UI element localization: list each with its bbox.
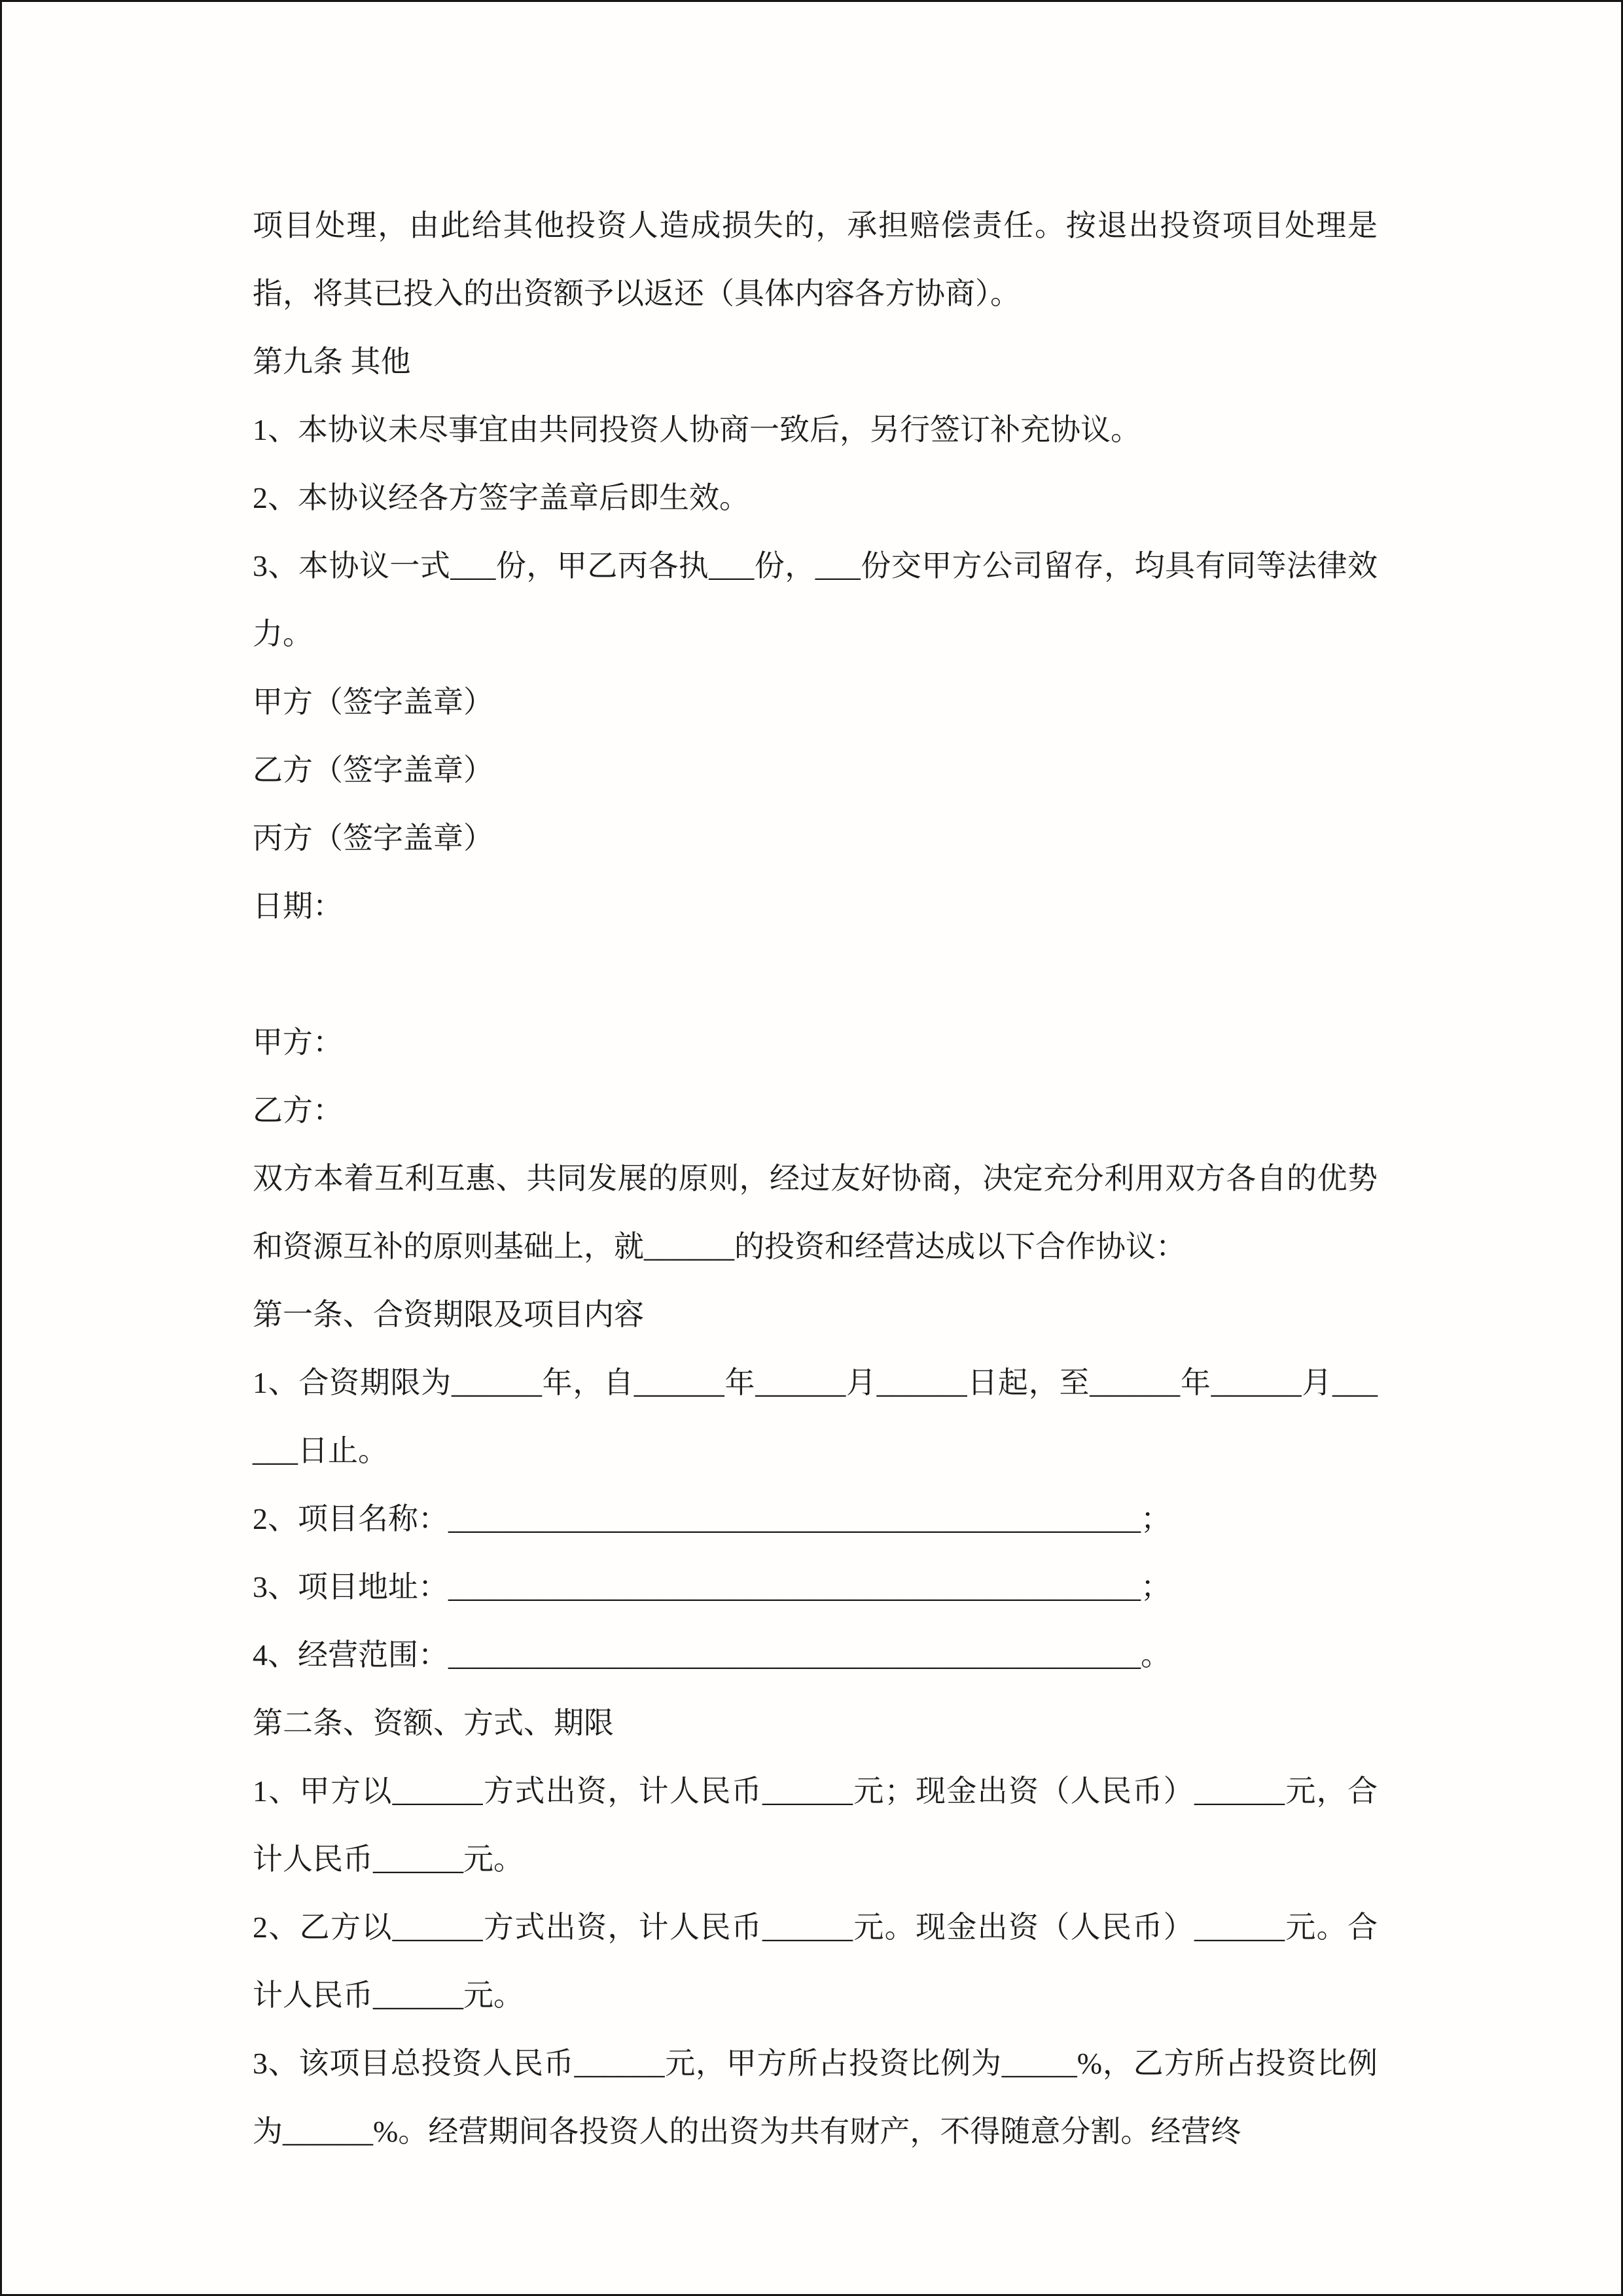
doc-paragraph: 3、本协议一式___份，甲乙丙各执___份，___份交甲方公司留存，均具有同等法律效力。 (253, 549, 1378, 651)
doc-paragraph: 3、该项目总投资人民币______元，甲方所占投资比例为_____%，乙方所占投资比例为______%。经营期间各投资人的出资为共有财产，不得随意分割。经营终 (253, 2047, 1378, 2148)
doc-paragraph: 1、本协议未尽事宜由共同投资人协商一致后，另行签订补充协议。 (253, 413, 1141, 446)
section-heading: 第九条 其他 (253, 345, 411, 378)
party-line: 甲方： (253, 1026, 343, 1059)
blank-line (253, 941, 1378, 1009)
doc-paragraph: 2、乙方以______方式出资，计人民币______元。现金出资（人民币）______元。合计人民币______元。 (253, 1910, 1378, 2012)
doc-paragraph: 4、经营范围：______________________________________________。 (253, 1638, 1171, 1672)
signature-line: 甲方（签字盖章） (253, 685, 493, 719)
doc-paragraph: 项目处理，由此给其他投资人造成损失的，承担赔偿责任。按退出投资项目处理是指，将其已投入的出资额予以返还（具体内容各方协商）。 (253, 209, 1378, 310)
doc-paragraph: 1、甲方以______方式出资，计人民币______元；现金出资（人民币）______元，合计人民币______元。 (253, 1774, 1378, 1876)
document-body (253, 192, 1378, 2166)
doc-paragraph: 双方本着互利互惠、共同发展的原则，经过友好协商，决定充分利用双方各自的优势和资源互补的原则基础上，就______的投资和经营达成以下合作协议： (253, 1162, 1378, 1263)
signature-line: 丙方（签字盖章） (253, 821, 493, 855)
section-heading: 第二条、资额、方式、期限 (253, 1706, 614, 1740)
doc-paragraph: 2、本协议经各方签字盖章后即生效。 (253, 481, 749, 514)
party-line: 乙方： (253, 1094, 343, 1127)
doc-paragraph: 1、合资期限为______年，自______年______月______日起，至______年______月______日止。 (253, 1366, 1378, 1467)
section-heading: 第一条、合资期限及项目内容 (253, 1298, 644, 1331)
doc-paragraph: 2、项目名称：______________________________________________； (253, 1502, 1171, 1535)
date-line: 日期： (253, 889, 343, 923)
doc-paragraph: 3、项目地址：______________________________________________； (253, 1570, 1171, 1604)
signature-line: 乙方（签字盖章） (253, 753, 493, 787)
